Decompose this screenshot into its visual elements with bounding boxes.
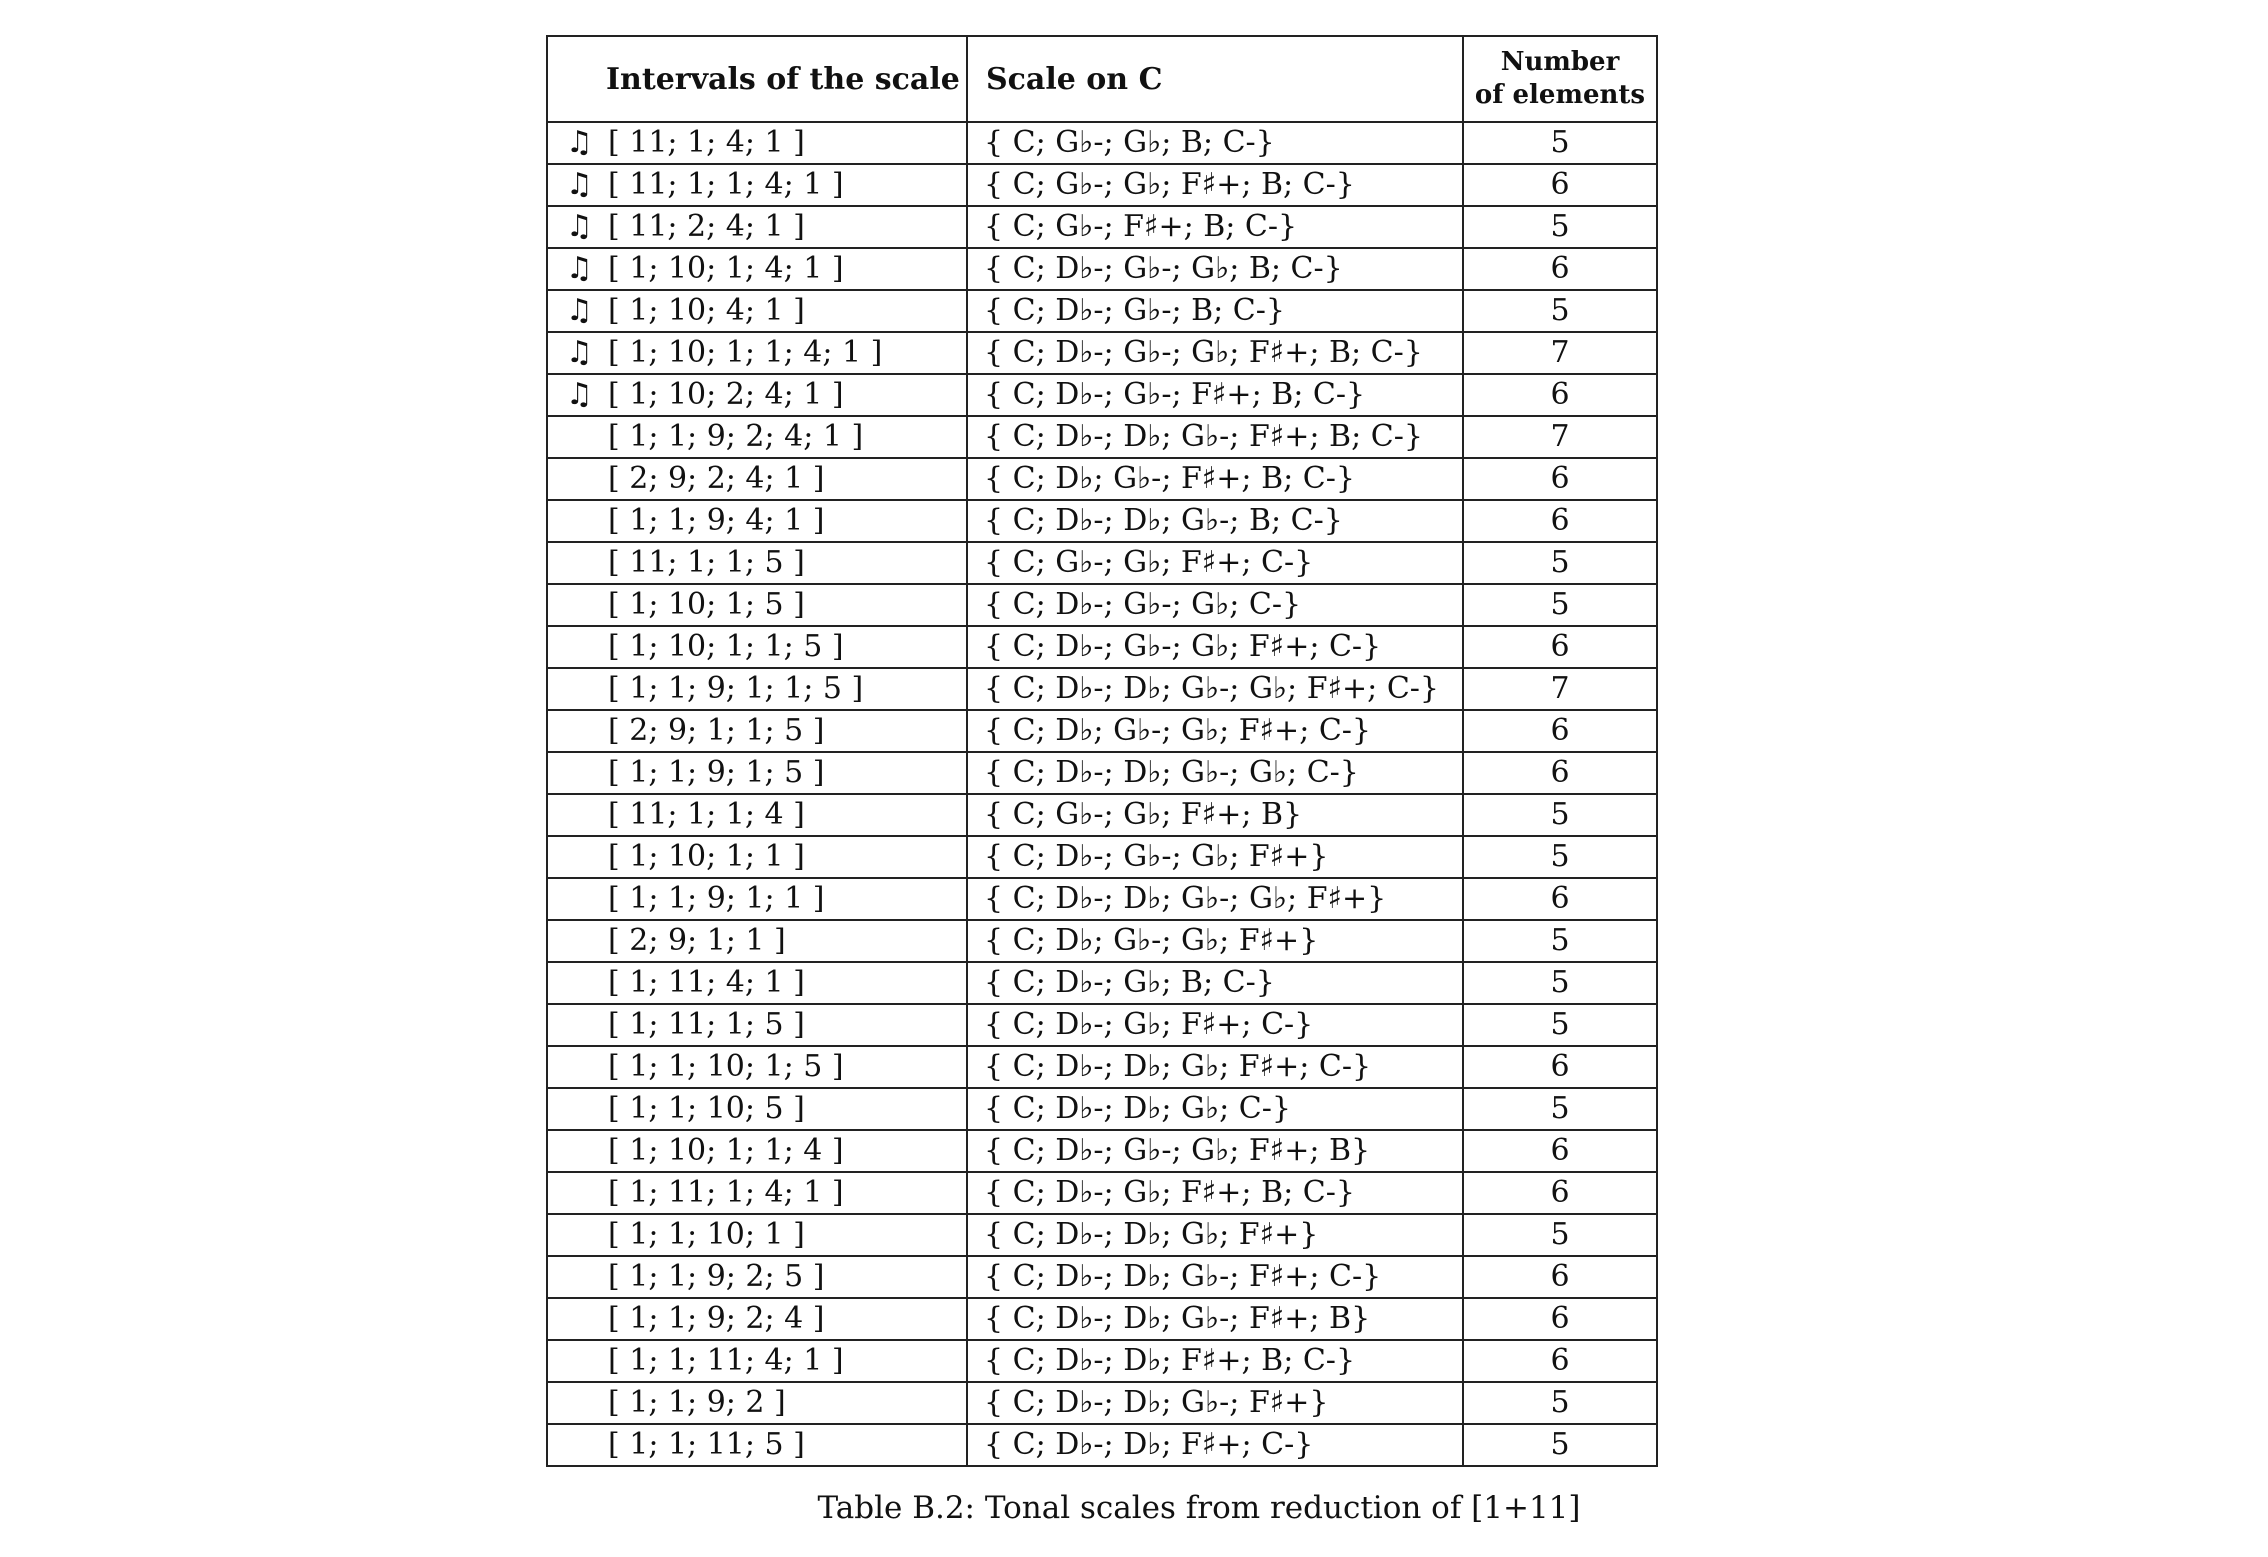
intervals-value: [ 1; 1; 11; 4; 1 ] bbox=[608, 1343, 844, 1378]
scale-cell: { C; G♭-; G♭; F♯+; C-} bbox=[967, 542, 1463, 584]
intervals-cell bbox=[547, 1256, 967, 1298]
intervals-cell bbox=[547, 332, 967, 374]
table-row bbox=[547, 122, 1657, 164]
table-row bbox=[547, 1298, 1657, 1340]
intervals-value: [ 1; 10; 1; 1 ] bbox=[608, 839, 805, 874]
table-row bbox=[547, 248, 1657, 290]
scale-cell: { C; D♭-; D♭; G♭-; F♯+; B} bbox=[967, 1298, 1463, 1340]
scales-table-container bbox=[546, 35, 1656, 1467]
count-cell: 6 bbox=[1463, 248, 1657, 290]
table-row bbox=[547, 1424, 1657, 1466]
intervals-value: [ 2; 9; 1; 1 ] bbox=[608, 923, 786, 958]
count-cell: 6 bbox=[1463, 458, 1657, 500]
table-row bbox=[547, 752, 1657, 794]
table-row bbox=[547, 374, 1657, 416]
count-cell: 6 bbox=[1463, 1130, 1657, 1172]
intervals-cell bbox=[547, 248, 967, 290]
intervals-cell bbox=[547, 1004, 967, 1046]
music-note-icon: ♫ bbox=[566, 335, 593, 370]
count-cell: 5 bbox=[1463, 920, 1657, 962]
intervals-cell bbox=[547, 164, 967, 206]
tonal-scales-table bbox=[546, 35, 1658, 1467]
intervals-cell bbox=[547, 500, 967, 542]
scale-cell: { C; D♭; G♭-; F♯+; B; C-} bbox=[967, 458, 1463, 500]
intervals-cell bbox=[547, 752, 967, 794]
table-row bbox=[547, 1130, 1657, 1172]
intervals-value: [ 1; 10; 4; 1 ] bbox=[608, 293, 805, 328]
intervals-value: [ 1; 10; 1; 1; 4 ] bbox=[608, 1133, 844, 1168]
intervals-value: [ 1; 1; 9; 2; 5 ] bbox=[608, 1259, 825, 1294]
count-cell: 6 bbox=[1463, 1340, 1657, 1382]
intervals-cell bbox=[547, 1130, 967, 1172]
intervals-cell bbox=[547, 542, 967, 584]
scale-cell: { C; D♭-; G♭-; F♯+; B; C-} bbox=[967, 374, 1463, 416]
count-cell: 6 bbox=[1463, 1046, 1657, 1088]
count-cell: 5 bbox=[1463, 1214, 1657, 1256]
intervals-value: [ 1; 11; 4; 1 ] bbox=[608, 965, 805, 1000]
intervals-value: [ 1; 1; 9; 1; 5 ] bbox=[608, 755, 825, 790]
intervals-value: [ 1; 1; 9; 2; 4 ] bbox=[608, 1301, 825, 1336]
intervals-cell bbox=[547, 122, 967, 164]
music-note-icon: ♫ bbox=[566, 377, 593, 412]
scale-cell: { C; D♭-; D♭; G♭-; B; C-} bbox=[967, 500, 1463, 542]
table-row bbox=[547, 206, 1657, 248]
intervals-cell bbox=[547, 416, 967, 458]
table-row bbox=[547, 584, 1657, 626]
table-row bbox=[547, 962, 1657, 1004]
table-row bbox=[547, 1088, 1657, 1130]
intervals-value: [ 11; 1; 1; 4 ] bbox=[608, 797, 805, 832]
count-cell: 6 bbox=[1463, 878, 1657, 920]
intervals-cell bbox=[547, 626, 967, 668]
intervals-value: [ 1; 10; 1; 4; 1 ] bbox=[608, 251, 844, 286]
table-row bbox=[547, 1046, 1657, 1088]
music-note-icon: ♫ bbox=[566, 293, 593, 328]
scale-cell: { C; D♭-; D♭; G♭; F♯+} bbox=[967, 1214, 1463, 1256]
count-cell: 5 bbox=[1463, 584, 1657, 626]
header-count-line1: Number bbox=[1500, 47, 1620, 77]
intervals-value: [ 2; 9; 2; 4; 1 ] bbox=[608, 461, 825, 496]
scale-cell: { C; G♭-; G♭; B; C-} bbox=[967, 122, 1463, 164]
count-cell: 6 bbox=[1463, 1298, 1657, 1340]
table-caption: Table B.2: Tonal scales from reduction of [1+11] bbox=[817, 1490, 1581, 1526]
intervals-cell bbox=[547, 710, 967, 752]
intervals-cell bbox=[547, 836, 967, 878]
count-cell: 6 bbox=[1463, 1172, 1657, 1214]
scale-cell: { C; D♭-; D♭; G♭-; G♭; F♯+; C-} bbox=[967, 668, 1463, 710]
count-cell: 5 bbox=[1463, 1004, 1657, 1046]
intervals-cell bbox=[547, 1046, 967, 1088]
intervals-value: [ 1; 10; 1; 1; 5 ] bbox=[608, 629, 844, 664]
table-row bbox=[547, 878, 1657, 920]
scale-cell: { C; D♭-; D♭; G♭-; F♯+} bbox=[967, 1382, 1463, 1424]
intervals-cell bbox=[547, 1214, 967, 1256]
scale-cell: { C; G♭-; F♯+; B; C-} bbox=[967, 206, 1463, 248]
count-cell: 5 bbox=[1463, 206, 1657, 248]
table-row bbox=[547, 290, 1657, 332]
intervals-cell bbox=[547, 794, 967, 836]
scale-cell: { C; D♭-; D♭; F♯+; B; C-} bbox=[967, 1340, 1463, 1382]
table-row bbox=[547, 710, 1657, 752]
intervals-cell bbox=[547, 1298, 967, 1340]
count-cell: 6 bbox=[1463, 626, 1657, 668]
intervals-value: [ 1; 10; 2; 4; 1 ] bbox=[608, 377, 844, 412]
scale-cell: { C; D♭-; D♭; G♭-; F♯+; C-} bbox=[967, 1256, 1463, 1298]
count-cell: 5 bbox=[1463, 1424, 1657, 1466]
music-note-icon: ♫ bbox=[566, 167, 593, 202]
table-row bbox=[547, 920, 1657, 962]
table-row bbox=[547, 542, 1657, 584]
count-cell: 6 bbox=[1463, 500, 1657, 542]
table-row bbox=[547, 332, 1657, 374]
table-row bbox=[547, 668, 1657, 710]
scale-cell: { C; D♭; G♭-; G♭; F♯+; C-} bbox=[967, 710, 1463, 752]
music-note-icon: ♫ bbox=[566, 251, 593, 286]
intervals-value: [ 1; 1; 9; 1; 1 ] bbox=[608, 881, 825, 916]
scale-cell: { C; D♭-; G♭-; G♭; F♯+; C-} bbox=[967, 626, 1463, 668]
intervals-value: [ 1; 1; 9; 2 ] bbox=[608, 1385, 786, 1420]
table-row bbox=[547, 416, 1657, 458]
scale-cell: { C; D♭-; G♭-; G♭; F♯+; B; C-} bbox=[967, 332, 1463, 374]
count-cell: 6 bbox=[1463, 752, 1657, 794]
intervals-value: [ 11; 1; 4; 1 ] bbox=[608, 125, 805, 160]
scale-cell: { C; D♭-; G♭; F♯+; B; C-} bbox=[967, 1172, 1463, 1214]
intervals-value: [ 1; 1; 9; 4; 1 ] bbox=[608, 503, 825, 538]
scale-cell: { C; D♭-; G♭-; G♭; F♯+} bbox=[967, 836, 1463, 878]
table-row bbox=[547, 500, 1657, 542]
scale-cell: { C; G♭-; G♭; F♯+; B; C-} bbox=[967, 164, 1463, 206]
count-cell: 5 bbox=[1463, 290, 1657, 332]
intervals-cell bbox=[547, 1340, 967, 1382]
count-cell: 5 bbox=[1463, 836, 1657, 878]
intervals-cell bbox=[547, 458, 967, 500]
intervals-value: [ 1; 10; 1; 1; 4; 1 ] bbox=[608, 335, 883, 370]
intervals-cell bbox=[547, 878, 967, 920]
intervals-value: [ 1; 11; 1; 4; 1 ] bbox=[608, 1175, 844, 1210]
table-row bbox=[547, 1214, 1657, 1256]
intervals-cell bbox=[547, 290, 967, 332]
scale-cell: { C; D♭-; D♭; G♭-; F♯+; B; C-} bbox=[967, 416, 1463, 458]
table-row bbox=[547, 1256, 1657, 1298]
intervals-cell bbox=[547, 1172, 967, 1214]
table-header-row bbox=[547, 36, 1657, 122]
table-row bbox=[547, 626, 1657, 668]
count-cell: 5 bbox=[1463, 794, 1657, 836]
intervals-value: [ 2; 9; 1; 1; 5 ] bbox=[608, 713, 825, 748]
intervals-value: [ 1; 1; 10; 1; 5 ] bbox=[608, 1049, 844, 1084]
count-cell: 5 bbox=[1463, 1382, 1657, 1424]
table-row bbox=[547, 164, 1657, 206]
intervals-cell bbox=[547, 374, 967, 416]
scale-cell: { C; D♭-; G♭-; G♭; B; C-} bbox=[967, 248, 1463, 290]
scale-cell: { C; D♭-; D♭; G♭-; G♭; C-} bbox=[967, 752, 1463, 794]
intervals-value: [ 11; 1; 1; 5 ] bbox=[608, 545, 805, 580]
intervals-value: [ 1; 1; 10; 5 ] bbox=[608, 1091, 805, 1126]
count-cell: 5 bbox=[1463, 1088, 1657, 1130]
scale-cell: { C; D♭-; G♭-; G♭; F♯+; B} bbox=[967, 1130, 1463, 1172]
count-cell: 5 bbox=[1463, 122, 1657, 164]
intervals-value: [ 1; 1; 9; 1; 1; 5 ] bbox=[608, 671, 864, 706]
intervals-value: [ 1; 1; 10; 1 ] bbox=[608, 1217, 805, 1252]
scale-cell: { C; D♭-; D♭; F♯+; C-} bbox=[967, 1424, 1463, 1466]
intervals-value: [ 1; 11; 1; 5 ] bbox=[608, 1007, 805, 1042]
count-cell: 6 bbox=[1463, 710, 1657, 752]
scale-cell: { C; D♭-; D♭; G♭; C-} bbox=[967, 1088, 1463, 1130]
music-note-icon: ♫ bbox=[566, 209, 593, 244]
table-row bbox=[547, 836, 1657, 878]
intervals-cell bbox=[547, 206, 967, 248]
music-note-icon: ♫ bbox=[566, 125, 593, 160]
intervals-cell bbox=[547, 1088, 967, 1130]
count-cell: 5 bbox=[1463, 962, 1657, 1004]
table-row bbox=[547, 1172, 1657, 1214]
header-count-line2: of elements bbox=[1474, 80, 1646, 110]
intervals-cell bbox=[547, 1424, 967, 1466]
scale-cell: { C; G♭-; G♭; F♯+; B} bbox=[967, 794, 1463, 836]
scale-cell: { C; D♭-; G♭; F♯+; C-} bbox=[967, 1004, 1463, 1046]
table-row bbox=[547, 1340, 1657, 1382]
scale-cell: { C; D♭-; G♭-; G♭; C-} bbox=[967, 584, 1463, 626]
intervals-cell bbox=[547, 920, 967, 962]
intervals-cell bbox=[547, 668, 967, 710]
scale-cell: { C; D♭-; D♭; G♭; F♯+; C-} bbox=[967, 1046, 1463, 1088]
intervals-value: [ 11; 1; 1; 4; 1 ] bbox=[608, 167, 844, 202]
count-cell: 6 bbox=[1463, 164, 1657, 206]
count-cell: 7 bbox=[1463, 332, 1657, 374]
table-row bbox=[547, 794, 1657, 836]
table-body bbox=[547, 122, 1657, 1466]
intervals-value: [ 1; 1; 9; 2; 4; 1 ] bbox=[608, 419, 864, 454]
header-count bbox=[1463, 36, 1657, 122]
count-cell: 7 bbox=[1463, 416, 1657, 458]
scale-cell: { C; D♭-; G♭; B; C-} bbox=[967, 962, 1463, 1004]
count-cell: 6 bbox=[1463, 374, 1657, 416]
table-row bbox=[547, 1004, 1657, 1046]
count-cell: 7 bbox=[1463, 668, 1657, 710]
header-intervals: Intervals of the scale bbox=[547, 36, 967, 122]
count-cell: 5 bbox=[1463, 542, 1657, 584]
count-cell: 6 bbox=[1463, 1256, 1657, 1298]
intervals-value: [ 11; 2; 4; 1 ] bbox=[608, 209, 805, 244]
intervals-cell bbox=[547, 962, 967, 1004]
table-row bbox=[547, 458, 1657, 500]
header-scale: Scale on C bbox=[967, 36, 1463, 122]
scale-cell: { C; D♭; G♭-; G♭; F♯+} bbox=[967, 920, 1463, 962]
scale-cell: { C; D♭-; D♭; G♭-; G♭; F♯+} bbox=[967, 878, 1463, 920]
intervals-value: [ 1; 1; 11; 5 ] bbox=[608, 1427, 805, 1462]
intervals-value: [ 1; 10; 1; 5 ] bbox=[608, 587, 805, 622]
scale-cell: { C; D♭-; G♭-; B; C-} bbox=[967, 290, 1463, 332]
intervals-cell bbox=[547, 584, 967, 626]
intervals-cell bbox=[547, 1382, 967, 1424]
table-row bbox=[547, 1382, 1657, 1424]
